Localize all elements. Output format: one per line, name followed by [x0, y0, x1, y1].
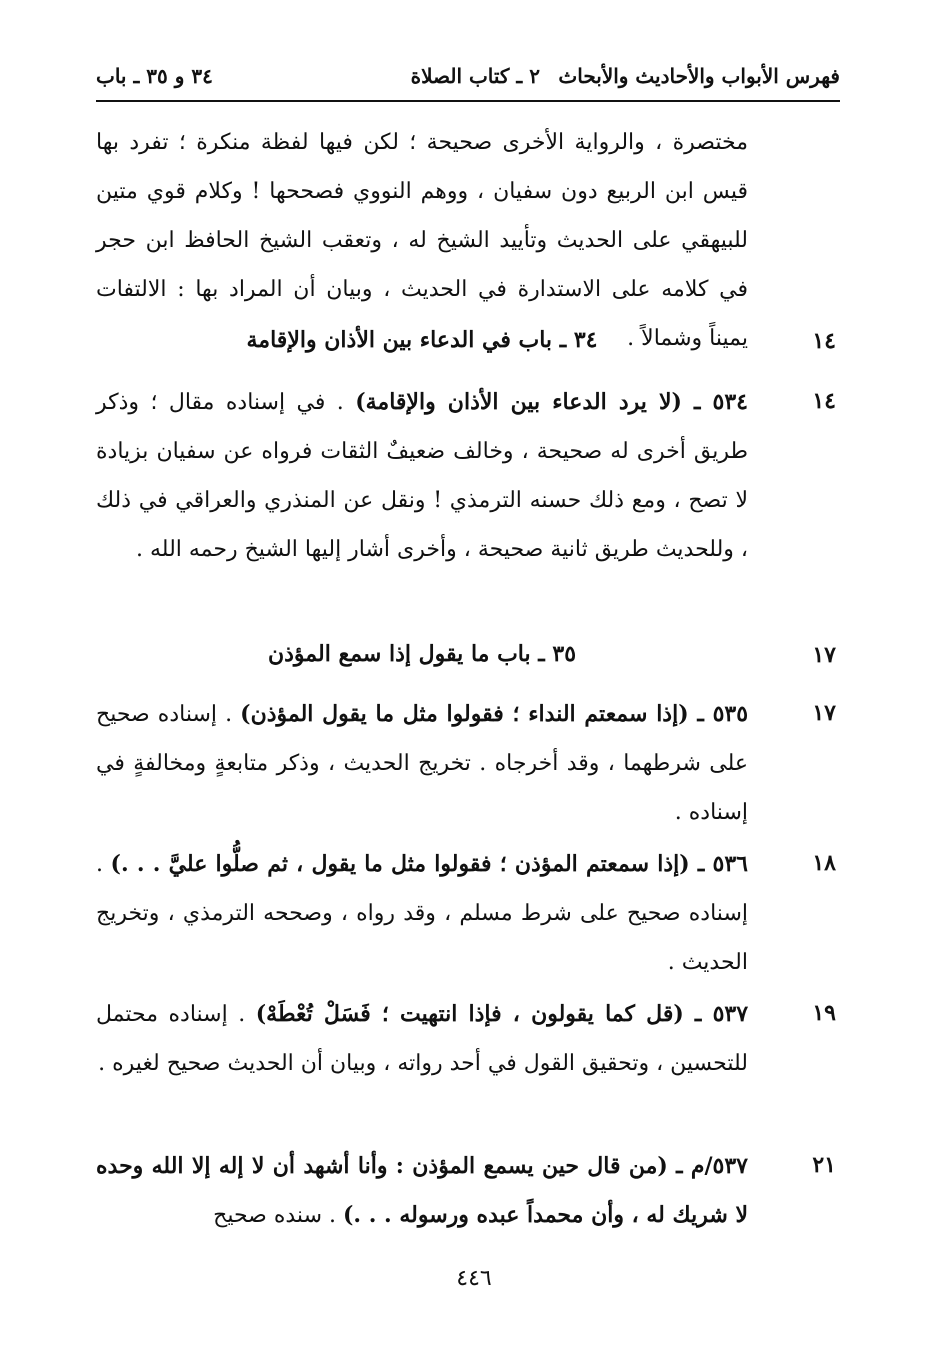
entry-text: [96, 690, 748, 837]
entry-hadith-title: ٥٣٦ ـ (إذا سمعتم المؤذن ؛ فقولوا مثل ما يقول ، ثم صلُّوا عليَّ . . .): [110, 851, 748, 877]
entry-page-number: ١٩: [812, 1000, 836, 1026]
section-title: ٣٤ ـ باب في الدعاء بين الأذان والإقامة: [246, 327, 598, 353]
section-title: ٣٥ ـ باب ما يقول إذا سمع المؤذن: [267, 641, 577, 667]
entry-commentary: . إسناده صحيح على شرط مسلم ، وقد رواه ، وصححه الترمذي ، وتخريج الحديث .: [96, 852, 748, 975]
entry-page-number: ١٨: [812, 850, 836, 876]
entry-page-number: ١٧: [812, 700, 836, 726]
running-header: [96, 60, 840, 100]
entry-text: [96, 1142, 748, 1240]
entry-text: [96, 378, 748, 574]
entry-commentary: . سنده صحيح: [213, 1203, 343, 1228]
entry-text: [96, 990, 748, 1088]
entry-page-number: ٢١: [812, 1152, 836, 1178]
section-page-number: ١٤: [812, 328, 836, 354]
section-heading-35: [96, 634, 840, 674]
page-number: ٤٤٦: [456, 1266, 492, 1291]
header-index-title: فهرس الأبواب والأحاديث والأبحاث: [558, 64, 840, 88]
entry-text: [96, 840, 748, 987]
section-heading-34: [96, 320, 840, 360]
entry-hadith-title: ٥٣٧/م ـ (من قال حين يسمع المؤذن : وأنا أشهد أن لا إله إلا الله وحده لا شريك له ، وأن محمداً عبده ورسوله . . .): [96, 1153, 748, 1228]
entry-537m: [96, 1142, 840, 1242]
header-divider: [96, 100, 840, 102]
entry-hadith-title: ٥٣٤ ـ (لا يرد الدعاء بين الأذان والإقامة): [355, 389, 748, 415]
entry-535: [96, 690, 840, 840]
entry-534: [96, 378, 840, 628]
entry-commentary: . إسناده محتمل للتحسين ، وتحقيق القول في أحد رواته ، وبيان أن الحديث صحيح لغيره .: [96, 1002, 748, 1076]
header-book-title: ٢ ـ كتاب الصلاة: [410, 64, 540, 88]
entry-536: [96, 840, 840, 990]
header-chapter-range: ٣٤ و ٣٥ ـ باب: [96, 64, 213, 88]
entry-hadith-title: ٥٣٧ ـ (قل كما يقولون ، فإذا انتهيت ؛ فَسَلْ تُعْطَهْ): [255, 1001, 749, 1027]
entry-commentary: . في إسناده مقال ؛ وذكر طريق أخرى له صحيحة ، وخالف ضعيفٌ الثقات فرواه عن سفيان بزيادة لا تصح ، ومع ذلك حسنه الترمذي ! ونقل عن المنذري والعراقي في ذلك ، وللحديث طريق ثانية صحيحة ، وأخرى أشار إليها الشيخ رحمه الله .: [96, 390, 748, 562]
entry-page-number: ١٤: [812, 388, 836, 414]
entry-commentary: . إسناده صحيح على شرطهما ، وقد أخرجاه . تخريج الحديث ، وذكر متابعةٍ ومخالفةٍ في إسناده .: [96, 702, 748, 825]
entry-537: [96, 990, 840, 1140]
intro-text: مختصرة ، والرواية الأخرى صحيحة ؛ لكن فيها لفظة منكرة ؛ تفرد بها قيس ابن الربيع دون سفيان ، ووهم النووي فصححها ! وكلام قوي متين للبيهقي على الحديث وتأييد الشيخ له ، وتعقب الشيخ الحافظ ابن حجر في كلامه على الاستدارة في الحديث ، وبيان أن المراد بها : الالتفات يميناً وشمالاً .: [96, 130, 748, 351]
entry-hadith-title: ٥٣٥ ـ (إذا سمعتم النداء ؛ فقولوا مثل ما يقول المؤذن): [240, 701, 749, 727]
section-page-number: ١٧: [812, 642, 836, 668]
